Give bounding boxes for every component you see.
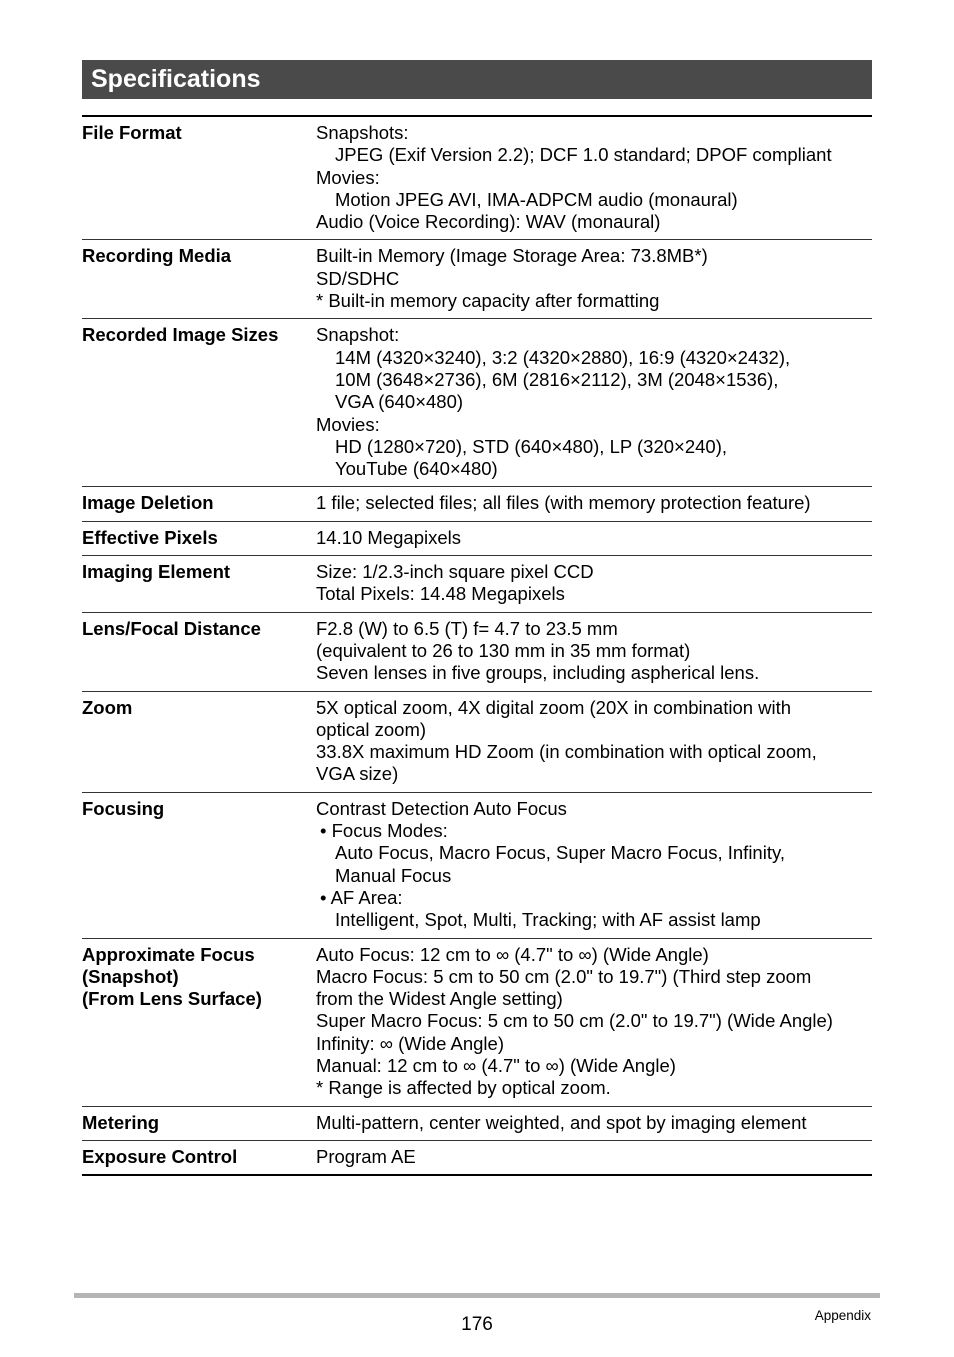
spec-row xyxy=(82,555,872,612)
spec-value-line: Audio (Voice Recording): WAV (monaural) xyxy=(316,211,661,233)
spec-value-line: Motion JPEG AVI, IMA-ADPCM audio (monaural) xyxy=(335,188,738,210)
spec-label xyxy=(82,122,316,233)
spec-value-line: Auto Focus, Macro Focus, Super Macro Focus, Infinity, xyxy=(335,842,785,864)
spec-value-line: YouTube (640×480) xyxy=(335,458,498,480)
spec-value-line: Snapshot: xyxy=(316,324,400,346)
spec-label xyxy=(82,697,316,786)
spec-value-line: Super Macro Focus: 5 cm to 50 cm (2.0" to 19.7") (Wide Angle) xyxy=(316,1010,833,1032)
spec-value-line: Program AE xyxy=(316,1145,416,1167)
spec-value-line: from the Widest Angle setting) xyxy=(316,988,563,1010)
spec-label-line: Exposure Control xyxy=(82,1145,238,1167)
spec-label-line: File Format xyxy=(82,122,182,143)
spec-value-line: (equivalent to 26 to 130 mm in 35 mm format) xyxy=(316,639,691,661)
spec-row xyxy=(82,115,872,239)
spec-label xyxy=(82,324,316,480)
spec-value xyxy=(316,492,872,514)
section-name: Appendix xyxy=(814,1308,871,1323)
spec-row xyxy=(82,239,872,318)
spec-label xyxy=(82,245,316,312)
table-bottom-rule xyxy=(82,1174,872,1176)
spec-label xyxy=(82,1112,316,1134)
spec-value xyxy=(316,697,872,786)
spec-value-line: Macro Focus: 5 cm to 50 cm (2.0" to 19.7") (Third step zoom xyxy=(316,965,812,987)
spec-label xyxy=(82,1146,316,1168)
spec-label xyxy=(82,944,316,1100)
spec-value-line: 14.10 Megapixels xyxy=(316,526,462,548)
spec-value-line: Infinity: ∞ (Wide Angle) xyxy=(316,1032,504,1054)
spec-value-line: Seven lenses in five groups, including aspherical lens. xyxy=(316,662,760,684)
spec-label xyxy=(82,798,316,932)
spec-value-line: VGA size) xyxy=(316,763,399,785)
spec-value xyxy=(316,324,872,480)
spec-label-line: (From Lens Surface) xyxy=(82,988,262,1010)
spec-value-line: Manual: 12 cm to ∞ (4.7" to ∞) (Wide Angle) xyxy=(316,1054,676,1076)
spec-label-line: Approximate Focus xyxy=(82,943,255,965)
spec-value-line: 10M (3648×2736), 6M (2816×2112), 3M (2048×1536), xyxy=(335,368,779,390)
spec-label-line: Effective Pixels xyxy=(82,526,218,548)
spec-label xyxy=(82,527,316,549)
spec-value-line: Intelligent, Spot, Multi, Tracking; with AF assist lamp xyxy=(335,909,761,931)
spec-value xyxy=(316,245,872,312)
spec-value xyxy=(316,561,872,606)
spec-label-line: Lens/Focal Distance xyxy=(82,617,261,639)
spec-value xyxy=(316,122,872,233)
spec-value-line: SD/SDHC xyxy=(316,267,400,289)
spec-value-line: F2.8 (W) to 6.5 (T) f= 4.7 to 23.5 mm xyxy=(316,617,618,639)
spec-label-line: Metering xyxy=(82,1111,160,1133)
spec-value-line: JPEG (Exif Version 2.2); DCF 1.0 standard; DPOF compliant xyxy=(335,144,832,166)
spec-label-line: Recording Media xyxy=(82,245,232,267)
spec-row xyxy=(82,486,872,520)
spec-row xyxy=(82,521,872,555)
spec-value-line: Contrast Detection Auto Focus xyxy=(316,797,567,819)
spec-value-line: Auto Focus: 12 cm to ∞ (4.7" to ∞) (Wide Angle) xyxy=(316,943,709,965)
spec-value-line: • Focus Modes: xyxy=(320,820,448,842)
spec-row xyxy=(82,792,872,938)
page-number: 176 xyxy=(461,1314,493,1335)
spec-value-line: * Built-in memory capacity after formatting xyxy=(316,290,660,312)
spec-value-line: Manual Focus xyxy=(335,864,452,886)
spec-row xyxy=(82,1106,872,1140)
spec-row xyxy=(82,1140,872,1174)
spec-label xyxy=(82,561,316,606)
spec-row xyxy=(82,938,872,1106)
spec-label-line: Recorded Image Sizes xyxy=(82,324,279,346)
spec-value-line: * Range is affected by optical zoom. xyxy=(316,1077,611,1099)
section-header xyxy=(82,60,872,99)
spec-value-line: HD (1280×720), STD (640×480), LP (320×240), xyxy=(335,435,727,457)
spec-value-line: 33.8X maximum HD Zoom (in combination with optical zoom, xyxy=(316,741,817,763)
spec-value xyxy=(316,527,872,549)
spec-value-line: • AF Area: xyxy=(320,886,403,908)
spec-value-line: Total Pixels: 14.48 Megapixels xyxy=(316,583,565,605)
spec-label xyxy=(82,492,316,514)
spec-row xyxy=(82,612,872,691)
spec-value-line: Movies: xyxy=(316,413,380,435)
page-title: Specifications xyxy=(91,65,261,93)
spec-value-line: optical zoom) xyxy=(316,718,427,740)
spec-value xyxy=(316,618,872,685)
spec-label-line: Zoom xyxy=(82,696,133,718)
spec-value-line: 14M (4320×3240), 3:2 (4320×2880), 16:9 (4320×2432), xyxy=(335,346,791,368)
spec-label-line: Focusing xyxy=(82,797,165,819)
spec-label-line: Image Deletion xyxy=(82,492,214,514)
spec-value-line: Multi-pattern, center weighted, and spot by imaging element xyxy=(316,1111,807,1133)
spec-value-line: Built-in Memory (Image Storage Area: 73.8MB*) xyxy=(316,245,708,267)
spec-table xyxy=(82,115,872,1176)
spec-value-line: Snapshots: xyxy=(316,122,409,143)
spec-value-line: Movies: xyxy=(316,166,380,188)
spec-value xyxy=(316,798,872,932)
spec-value xyxy=(316,944,872,1100)
spec-label xyxy=(82,618,316,685)
spec-label-line: (Snapshot) xyxy=(82,965,179,987)
spec-row xyxy=(82,318,872,486)
spec-value xyxy=(316,1146,872,1168)
spec-value-line: Size: 1/2.3-inch square pixel CCD xyxy=(316,561,594,583)
footer-divider xyxy=(74,1293,880,1298)
spec-value-line: 1 file; selected files; all files (with memory protection feature) xyxy=(316,492,811,514)
spec-label-line: Imaging Element xyxy=(82,561,231,583)
spec-value-line: 5X optical zoom, 4X digital zoom (20X in combination with xyxy=(316,696,792,718)
spec-value-line: VGA (640×480) xyxy=(335,391,464,413)
spec-value xyxy=(316,1112,872,1134)
spec-row xyxy=(82,691,872,792)
